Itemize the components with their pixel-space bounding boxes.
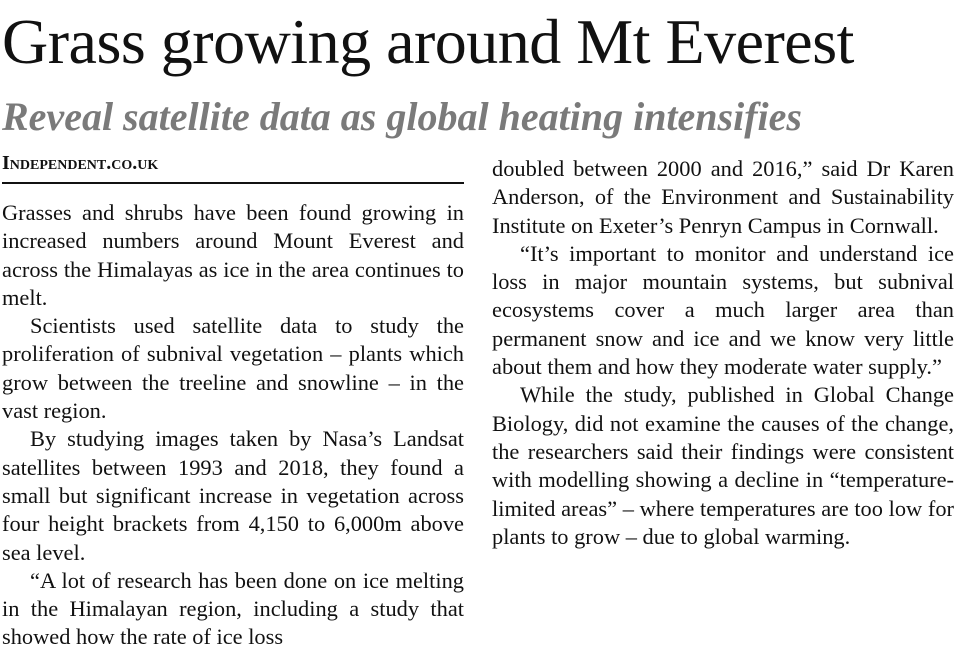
subheadline: Reveal satellite data as global heating intensifies — [2, 94, 802, 139]
paragraph: doubled between 2000 and 2016,” said Dr Karen Anderson, of the Environment and Sustainability Institute on Exeter’s Penryn Campus in Cornwall. — [492, 156, 954, 238]
paragraph: While the study, published in Global Change Biology, did not examine the causes of the change, the researchers said their findings were consistent with modelling showing a decline in “temperature-limited areas” – where temperatures are too low for plants to grow – due to global warming. — [492, 382, 954, 549]
paragraph: Scientists used satellite data to study the proliferation of subnival vegetation – plants which grow between the treeline and snowline – in the vast region. — [2, 313, 464, 424]
source-credit: Independent.co.uk — [2, 150, 464, 184]
paragraph: “A lot of research has been done on ice melting in the Himalayan region, including a study that showed how the rate of ice loss — [2, 567, 464, 650]
paragraph: By studying images taken by Nasa’s Landsat satellites between 1993 and 2018, they found a small but significant increase in vegetation across four height brackets from 4,150 to 6,000m above sea level. — [2, 426, 464, 565]
article-column-left — [2, 199, 464, 652]
headline: Grass growing around Mt Everest — [2, 6, 854, 77]
paragraph: “It’s important to monitor and understand ice loss in major mountain systems, but subnival ecosystems cover a much larger area than permanent snow and ice and we know very little about them and how they moderate water supply.” — [492, 240, 954, 380]
article-column-right — [492, 155, 954, 551]
paragraph: Grasses and shrubs have been found growing in increased numbers around Mount Everest and across the Himalayas as ice in the area continues to melt. — [2, 200, 464, 310]
